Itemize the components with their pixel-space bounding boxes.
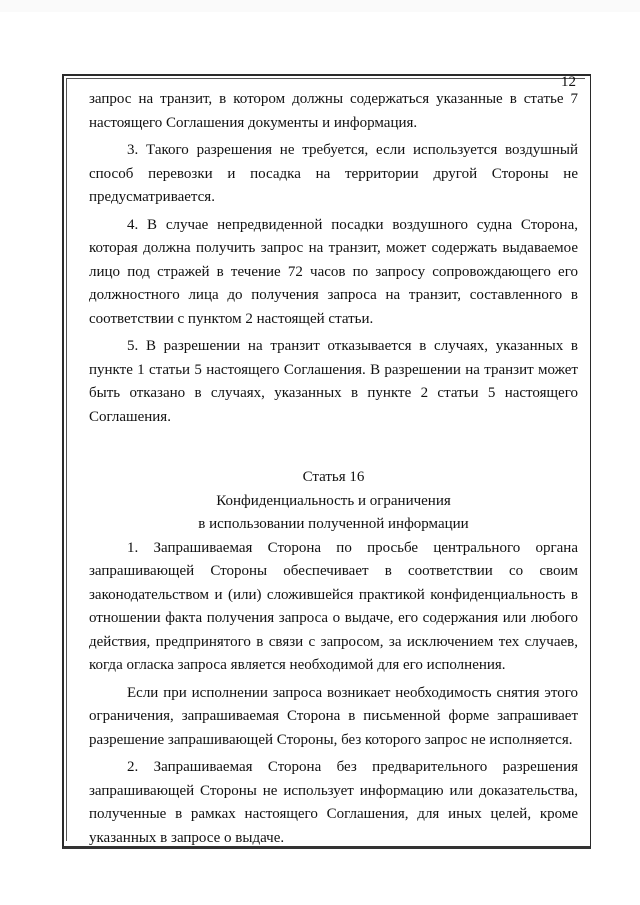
paragraph-continuation: запрос на транзит, в котором должны содержаться указанные в статье 7 настоящего Соглашения документы и информация.: [89, 91, 578, 131]
page-number: 12: [561, 74, 576, 90]
paragraph-article16-restriction: Если при исполнении запроса возникает необходимость снятия этого ограничения, запрашиваемая Сторона в письменной форме запрашивает разрешение запрашивающей Стороны, без которого запрос не исполняется.: [89, 684, 578, 748]
article-title-line-1: Конфиденциальность и ограничения: [216, 492, 451, 509]
scan-edge: [0, 0, 640, 12]
paragraph-item-5: 5. В разрешении на транзит отказывается в случаях, указанных в пункте 1 статьи 5 настоящего Соглашения. В разрешении на транзит может быть отказано в случаях, указанных в пункте 2 статьи 5 настоящего Соглашения.: [89, 338, 578, 425]
article-heading: [89, 466, 578, 537]
paragraph-article16-item-1: 1. Запрашиваемая Сторона по просьбе центрального органа запрашивающей Стороны обеспечивает в соответствии со своим законодательством и (или) сложившейся практикой конфиденциальность в отношении факта получения запроса о выдаче, его содержания или любого действия, предпринятого в связи с запросом, за исключением тех случаев, когда огласка запроса является необходимой для его исполнения.: [89, 539, 578, 673]
paragraph-item-4: 4. В случае непредвиденной посадки воздушного судна Сторона, которая должна получить запрос на транзит, может содержать выдаваемое лицо под стражей в течение 72 часов по запросу сопровождающего его должностного лица до получения запроса на транзит, составленного в соответствии с пунктом 2 настоящей статьи.: [89, 216, 578, 327]
paragraph-item-3: 3. Такого разрешения не требуется, если используется воздушный способ перевозки и посадка на территории другой Стороны не предусматривается.: [89, 142, 578, 205]
article-number: Статья 16: [302, 469, 365, 485]
paragraph-article16-item-2: 2. Запрашиваемая Сторона без предварительного разрешения запрашивающей Стороны не использует информацию или доказательства, полученные в рамках настоящего Соглашения, для иных целей, кроме указанных в запросе о выдаче.: [89, 759, 578, 846]
article-title-line-2: в использовании полученной информации: [198, 516, 469, 532]
document-body: [89, 88, 578, 850]
